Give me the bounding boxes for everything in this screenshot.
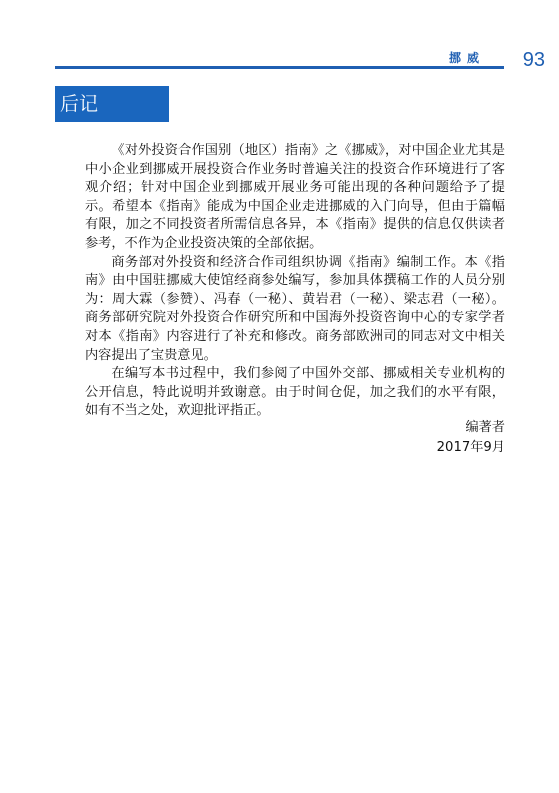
body-text	[85, 142, 505, 421]
signoff	[437, 418, 505, 458]
header-rule	[55, 66, 504, 69]
paragraph-acknowledgement: 在编写本书过程中，我们参阅了中国外交部、挪威相关专业机构的公开信息，特此说明并致谢意。由于时间仓促，加之我们的水平有限，如有不当之处，欢迎批评指正。	[85, 366, 505, 419]
page-header	[0, 0, 559, 80]
signoff-date: 2017年9月	[436, 440, 505, 455]
paragraph-intro: 《对外投资合作国别（地区）指南》之《挪威》，对中国企业尤其是中小企业到挪威开展投资合作业务时普遍关注的投资合作环境进行了客观介绍；针对中国企业到挪威开展业务可能出现的各种问题给予了提示。希望本《指南》能成为中国企业走进挪威的入门向导，但由于篇幅有限，加之不同投资者所需信息各异，本《指南》提供的信息仅供读者参考，不作为企业投资决策的全部依据。	[85, 143, 505, 251]
paragraph-credits: 商务部对外投资和经济合作司组织协调《指南》编制工作。本《指南》由中国驻挪威大使馆经商参处编写，参加具体撰稿工作的人员分别为：周大霖（参赞）、冯春（一秘）、黄岩君（一秘）、梁志君（一秘）。商务部研究院对外投资合作研究所和中国海外投资咨询中心的专家学者对本《指南》内容进行了补充和修改。商务部欧洲司的同志对文中相关内容提出了宝贵意见。	[85, 254, 505, 363]
page-number: 93	[522, 49, 545, 71]
section-title: 后记	[55, 86, 169, 122]
running-header-country: 挪威	[448, 51, 485, 65]
signoff-author: 编著者	[465, 420, 505, 435]
